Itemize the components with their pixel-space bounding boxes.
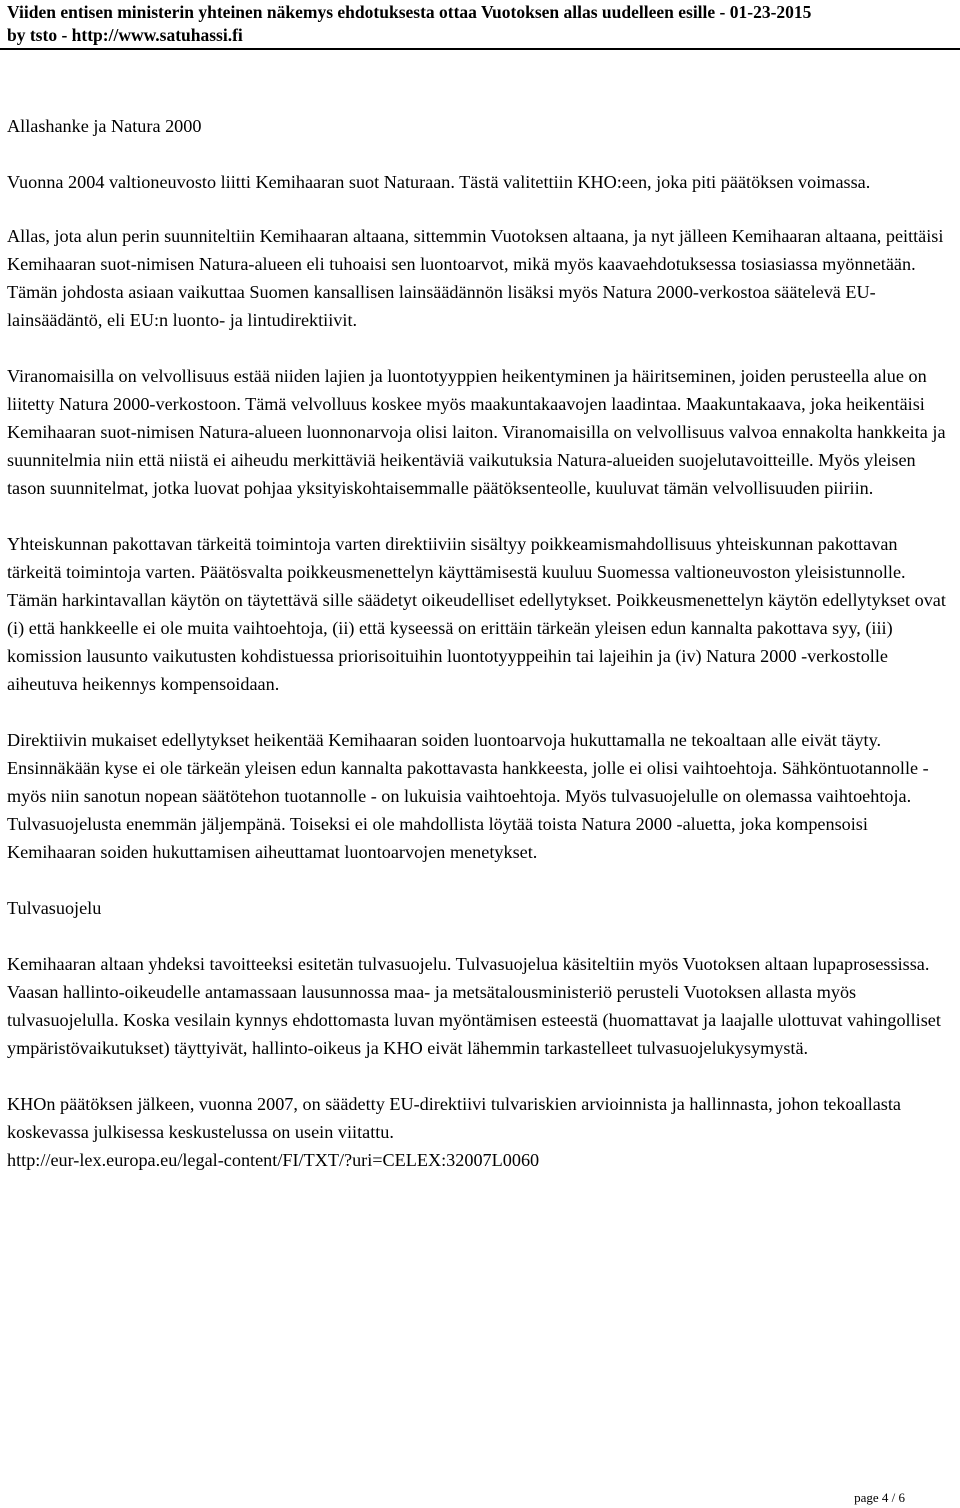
header-divider [0,48,960,50]
paragraph-6: Kemihaaran altaan yhdeksi tavoitteeksi esitetän tulvasuojelu. Tulvasuojelua käsiteltiin myös Vuotoksen altaan lupaprosessissa. Vaasan hallinto-oikeudelle antamassaan lausunnossa maa- ja metsätalousministeriö perusteli Vuotoksen allasta myös tulvasuojelulla. Koska vesilain kynnys ehdottomasta luvan myöntämisen esteestä (huomattavat ja laajalle ulottuvat vahingolliset ympäristövaikutukset) täyttyivät, hallinto-oikeus ja KHO eivät lähemmin tarkastelleet tulvasuojelukysymystä. [7,954,941,1058]
section-heading-tulvasuojelu: Tulvasuojelu [7,898,102,918]
document-body [7,112,952,1174]
paragraph-4: Yhteiskunnan pakottavan tärkeitä toimintoja varten direktiiviin sisältyy poikkeamismahdollisuus yhteiskunnan pakottavan tärkeitä toimintoja varten. Päätösvalta poikkeusmenettelyn käyttämisestä kuuluu Suomessa valtioneuvoston yleisistunnolle. Tämän harkintavallan käytön on täytettävä sille säädetyt oikeudelliset edellytykset. Poikkeusmenettelyn käytön edellytykset ovat (i) että hankkeelle ei ole muita vaihtoehtoja, (ii) että kyseessä on erittäin tärkeän yleisen edun kannalta pakottava syy, (iii) komission lausunto vaikutusten kohdistuessa priorisoituihin luontotyyppeihin tai lajeihin ja (iv) Natura 2000 -verkostolle aiheutuva heikennys kompensoidaan. [7,534,946,694]
document-title: Viiden entisen ministerin yhteinen näkemys ehdotuksesta ottaa Vuotoksen allas uudelleen esille - 01-23-2015 [7,2,812,22]
paragraph-7-text: KHOn päätöksen jälkeen, vuonna 2007, on säädetty EU-direktiivi tulvariskien arvioinnista ja hallinnasta, johon tekoallasta koskevassa julkisessa keskustelussa on usein viitattu. [7,1094,901,1142]
paragraph-1: Vuonna 2004 valtioneuvosto liitti Kemihaaran suot Naturaan. Tästä valitettiin KHO:een, joka piti päätöksen voimassa. [7,172,871,192]
paragraph-3: Viranomaisilla on velvollisuus estää niiden lajien ja luontotyyppien heikentyminen ja häiritseminen, joiden perusteella alue on liitetty Natura 2000-verkostoon. Tämä velvolluus koskee myös maakuntakaavojen laadintaa. Maakuntakaava, joka heikentäisi Kemihaaran suot-nimisen Natura-alueen luonnonarvoja olisi laiton. Viranomaisilla on velvollisuus valvoa ennakolta hankkeita ja suunnitelmia niin että niistä ei aiheudu merkittäviä heikentäviä vaikutuksia Natura-alueiden suojelutavoitteille. Myös yleisen tason suunnitelmat, jotka luovat pohjaa yksityiskohtaisemmalle päätöksenteolle, kuuluvat tämän velvollisuuden piiriin. [7,366,946,498]
eur-lex-link[interactable]: http://eur-lex.europa.eu/legal-content/FI/TXT/?uri=CELEX:32007L0060 [7,1150,540,1170]
paragraph-5: Direktiivin mukaiset edellytykset heikentää Kemihaaran soiden luontoarvoja hukuttamalla ne tekoaltaan alle eivät täyty. Ensinnäkään kyse ei ole tärkeän yleisen edun kannalta pakottavasta hankkeesta, jolle ei olisi vaihtoehtoja. Sähköntuotannolle - myös niin sanotun nopean säätötehon tuotannolle - on lukuisia vaihtoehtoja. Myös tulvasuojelulle on olemassa vaihtoehtoja. Tulvasuojelusta enemmän jäljempänä. Toiseksi ei ole mahdollista löytää toista Natura 2000 -aluetta, joka kompensoisi Kemihaaran soiden hukuttamisen aiheuttamat luontoarvojen menetykset. [7,730,929,862]
document-byline: by tsto - http://www.satuhassi.fi [7,25,243,45]
page-header [7,0,957,46]
section-heading-natura: Allashanke ja Natura 2000 [7,116,202,136]
page-number: page 4 / 6 [854,1490,905,1505]
paragraph-2: Allas, jota alun perin suunniteltiin Kemihaaran altaana, sittemmin Vuotoksen altaana, ja nyt jälleen Kemihaaran altaana, peittäisi Kemihaaran suot-nimisen Natura-alueen eli tuhoaisi sen luontoarvot, mikä myös kaavaehdotuksessa tosiasiassa myönnetään. Tämän johdosta asiaan vaikuttaa Suomen kansallisen lainsäädännön lisäksi myös Natura 2000-verkostoa säätelevä EU-lainsäädäntö, eli EU:n luonto- ja lintudirektiivit. [7,226,944,330]
paragraph-7 [7,1090,952,1174]
